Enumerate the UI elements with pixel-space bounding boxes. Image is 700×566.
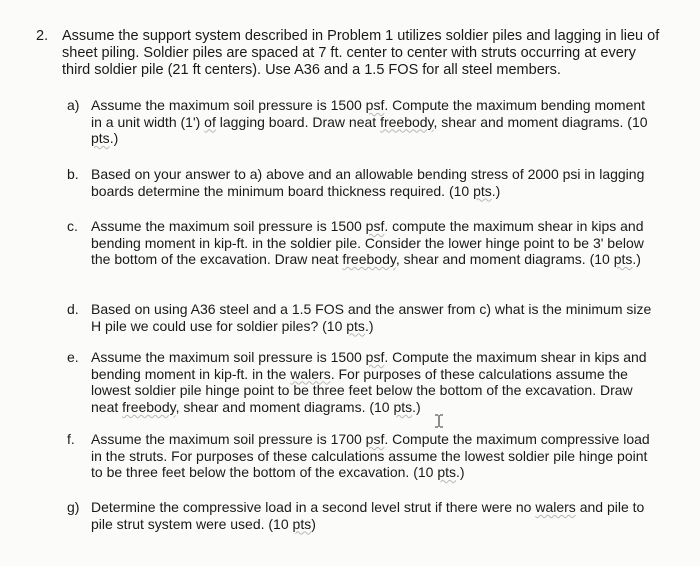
part-a: [67, 97, 657, 147]
part-text: [91, 218, 657, 268]
text-segment: .): [632, 251, 641, 268]
text-segment: .): [412, 398, 421, 415]
text-segment: . Compute the maximum shear in kips and bending moment in kip-ft. in the: [91, 349, 647, 382]
text-segment: ): [311, 515, 316, 532]
text-segment: Assume the maximum soil pressure is 1700: [91, 431, 366, 447]
flagged-word: freebody: [122, 398, 176, 415]
part-label: c.: [67, 218, 78, 234]
part-text: [91, 97, 657, 147]
part-text: [91, 301, 657, 334]
part-g: [67, 499, 657, 532]
part-text: [91, 499, 657, 532]
text-segment: .): [109, 130, 119, 147]
part-text: [91, 431, 657, 481]
part-label: b.: [67, 166, 79, 182]
part-label: f.: [67, 431, 75, 447]
text-segment: .): [491, 182, 501, 199]
flagged-word: psf: [365, 97, 385, 113]
text-segment: . compute the maximum shear in kips and bending moment in kip-ft. in the soldier pile. Consider the lower hinge point to be 3' below the bottom of the excavation. Draw neat: [91, 218, 644, 268]
text-segment: , shear and moment diagrams. (10: [175, 398, 394, 415]
flagged-word: pts: [437, 464, 457, 481]
part-c: [67, 218, 657, 268]
flagged-word: freebody: [342, 251, 396, 268]
text-segment: .): [364, 317, 374, 334]
flagged-word: walers: [290, 365, 331, 382]
flagged-word: of: [204, 113, 216, 130]
flagged-word: psf: [365, 218, 385, 234]
part-e: [67, 349, 657, 415]
flagged-word: psf: [365, 349, 385, 365]
question-intro: Assume the support system described in Problem 1 utilizes soldier piles and lagging in lieu of sheet piling. Soldier piles are spaced at 7 ft. center to center with struts occurring at every third soldier pile (21 ft centers). Use A36 and a 1.5 FOS for all steel members.: [62, 28, 660, 78]
text-segment: Based on using A36 steel and a 1.5 FOS and the answer from c) what is the minimum size H pile we could use for soldier piles? (10: [91, 301, 652, 334]
flagged-word: pts: [613, 251, 633, 268]
part-b: [67, 166, 657, 199]
text-segment: Assume the maximum soil pressure is 1500: [91, 218, 366, 234]
text-segment: and pile to pile strut system were used. (10: [91, 499, 645, 532]
part-text: [91, 166, 657, 199]
flagged-word: pts: [393, 398, 413, 415]
part-f: [67, 431, 657, 481]
flagged-word: pts: [346, 317, 365, 334]
text-segment: , shear and moment diagrams. (10: [395, 251, 614, 268]
flagged-word: pts: [292, 515, 312, 532]
flagged-word: psf: [365, 431, 385, 447]
part-text: [91, 349, 657, 415]
flagged-word: walers: [535, 499, 576, 515]
question-number: 2.: [36, 28, 49, 44]
text-segment: lagging board. Draw neat: [215, 113, 381, 130]
text-segment: . Compute the maximum compressive load in the struts. For purposes of these calculations assume the lowest soldier pile hinge point to be three feet below the bottom of the excavation. (10: [91, 431, 650, 481]
text-cursor-icon: [434, 414, 444, 428]
text-segment: Determine the compressive load in a second level strut if there were no: [91, 499, 536, 515]
text-segment: . Compute the maximum bending moment in a unit width (1'): [91, 97, 646, 130]
flagged-word: pts: [91, 130, 110, 147]
text-segment: , shear and moment diagrams. (10: [433, 113, 648, 130]
text-segment: Based on your answer to a) above and an allowable bending stress of 2000 psi in lagging boards determine the minimum board thickness required. (10: [91, 166, 645, 199]
part-label: e.: [67, 349, 79, 365]
part-d: [67, 301, 657, 334]
part-label: d.: [67, 301, 79, 317]
part-label: g): [67, 499, 80, 515]
flagged-word: pts: [473, 182, 492, 199]
text-segment: Assume the maximum soil pressure is 1500: [91, 349, 366, 365]
flagged-word: freebody: [380, 113, 434, 130]
part-label: a): [67, 97, 80, 113]
text-segment: .): [456, 464, 465, 481]
text-segment: . For purposes of these calculations assume the lowest soldier pile hinge point to be three feet below the bottom of the excavation. Draw neat: [91, 365, 633, 415]
text-segment: Assume the maximum soil pressure is 1500: [91, 97, 366, 113]
